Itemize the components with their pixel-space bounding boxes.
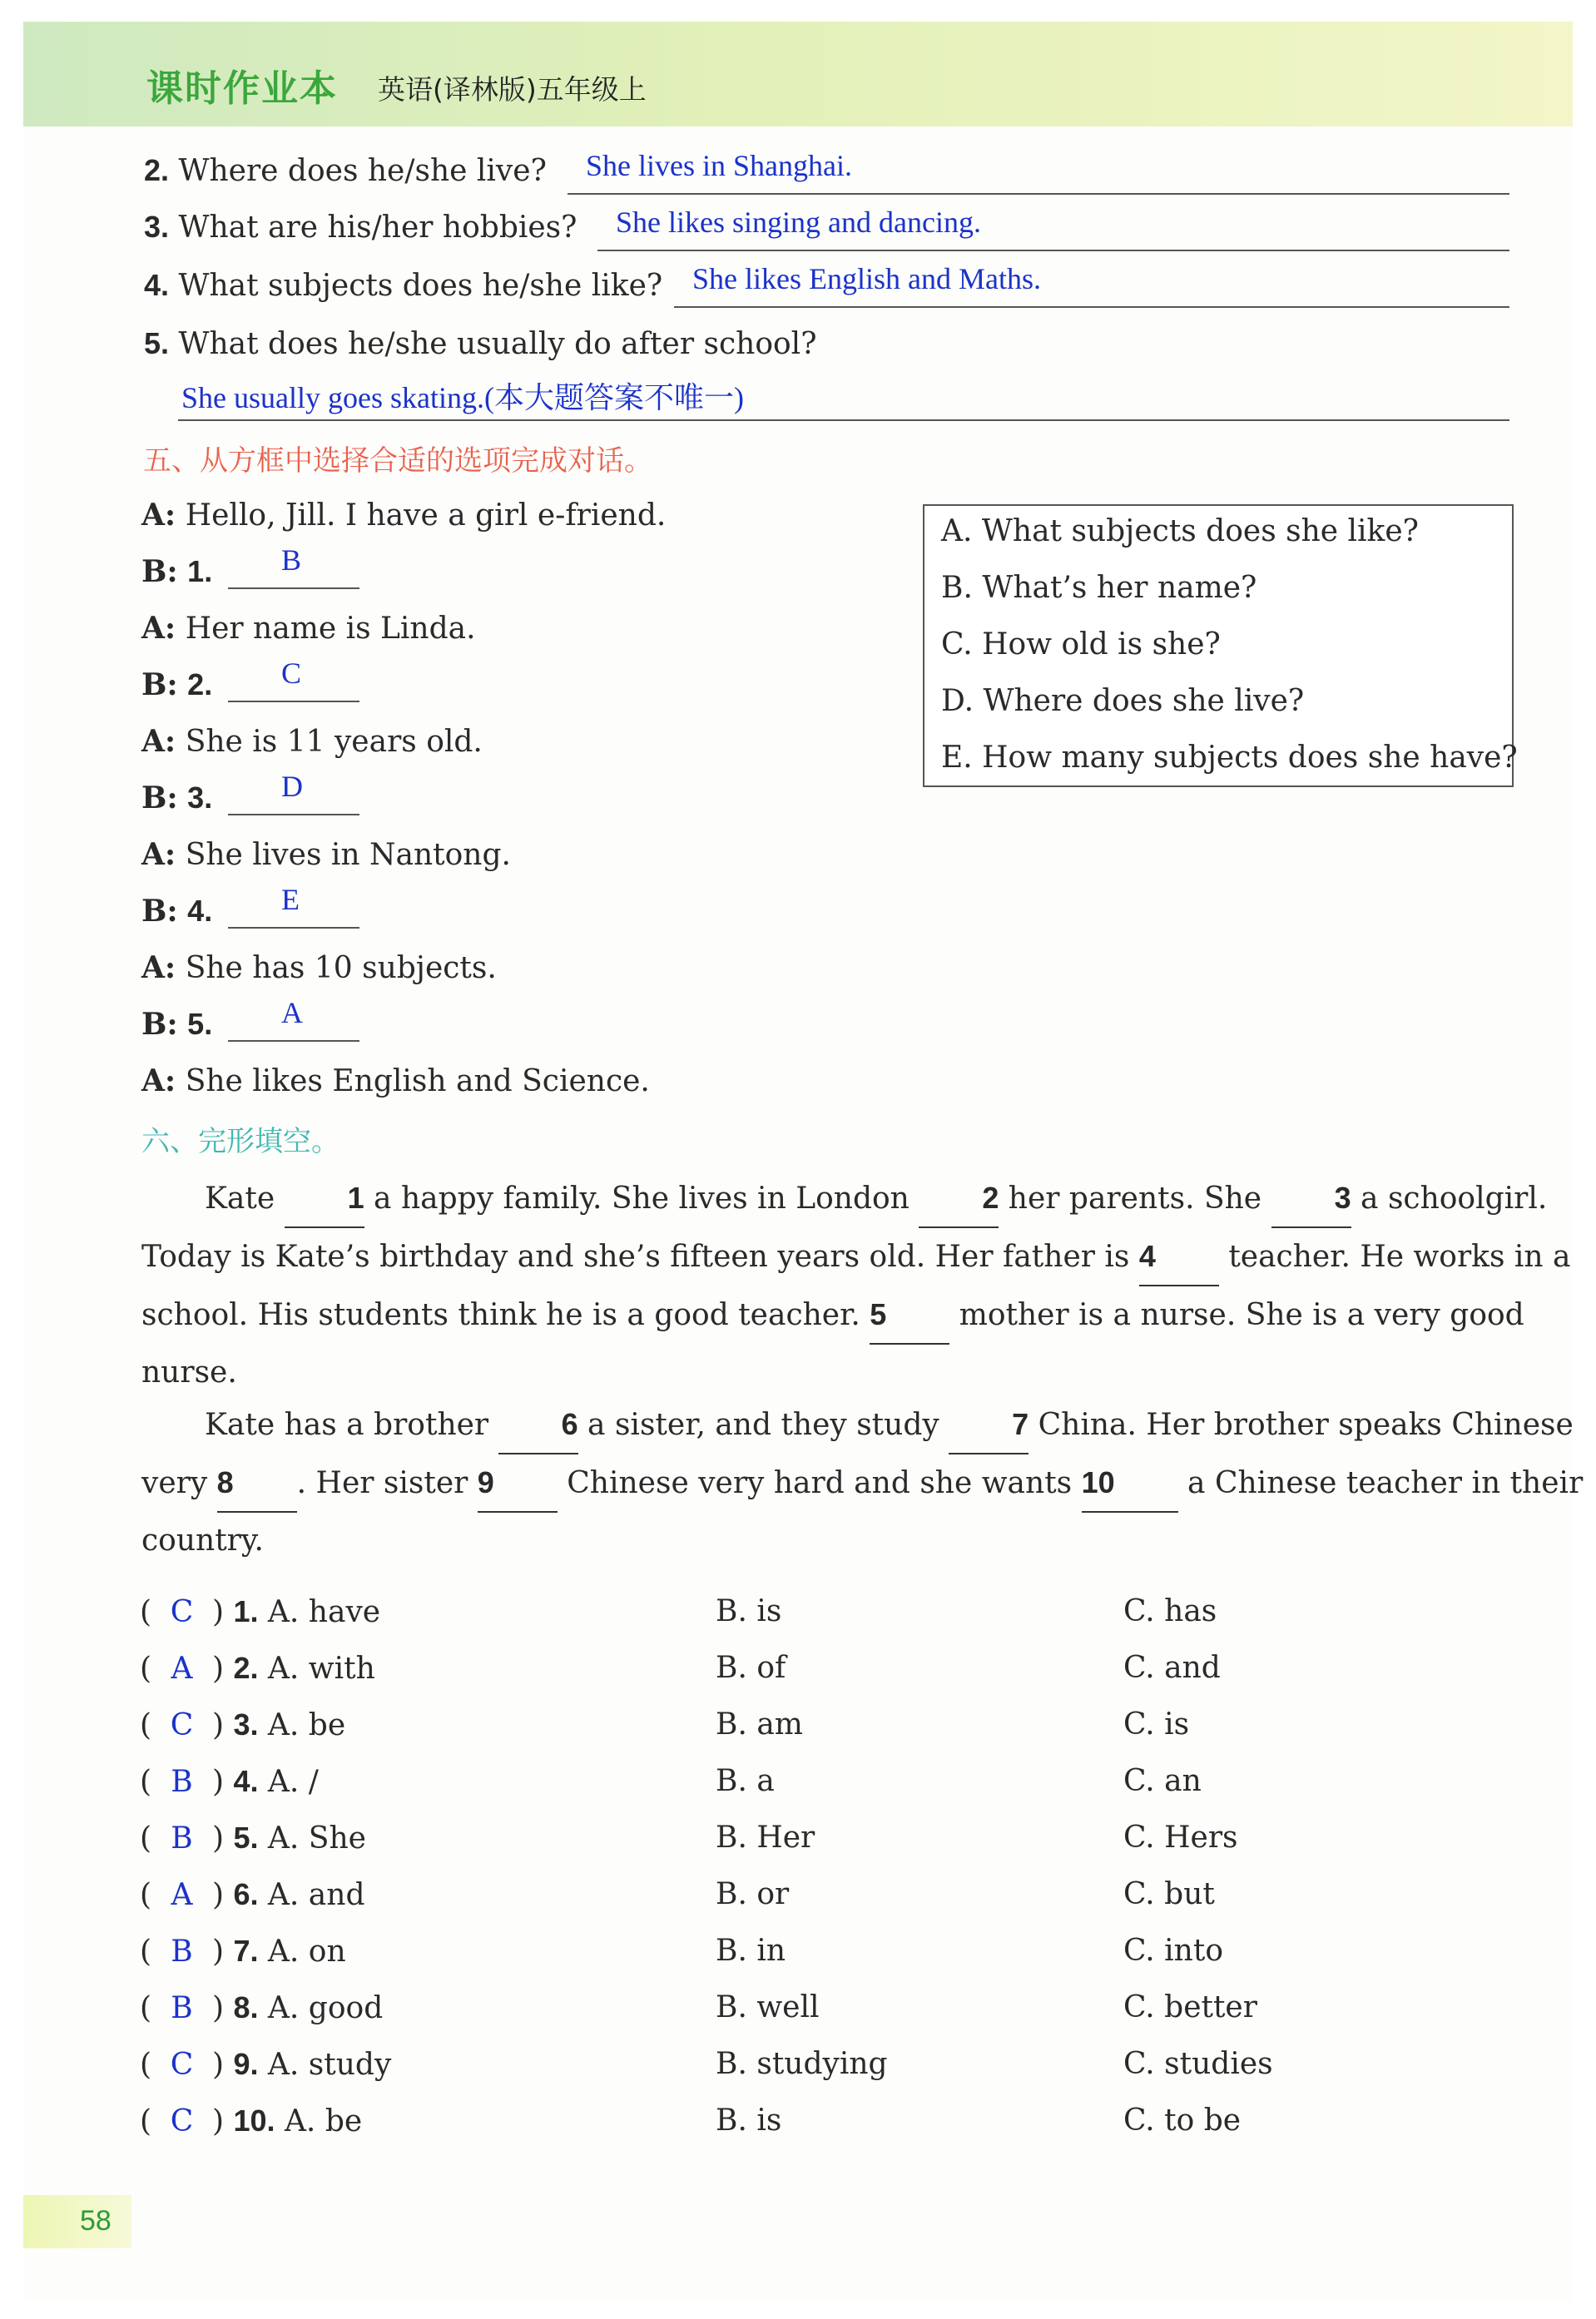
item-number: 3. (144, 210, 170, 244)
part4-answer-3: She likes singing and dancing. (616, 206, 981, 239)
mc-option-b: B. studying (716, 2047, 888, 2081)
item-number: 5. (187, 1007, 213, 1041)
dialogue-text: Her name is Linda. (185, 612, 476, 646)
item-number: 5. (144, 326, 170, 360)
part6-title: 六、完形填空。 (141, 1125, 340, 1158)
part4-item-3 (144, 210, 577, 245)
speaker: B: (141, 554, 178, 589)
cloze-blank: 4 (1139, 1228, 1219, 1286)
dialogue-line (141, 1063, 650, 1098)
option-e: E. How many subjects does she have? (941, 741, 1518, 775)
mc-answer: B (171, 1765, 193, 1799)
speaker: B: (141, 1007, 178, 1042)
mc-question-9: ( C ) 9. A. study (140, 2047, 392, 2082)
page-number: 58 (80, 2205, 112, 2237)
item-number: 3. (187, 780, 213, 815)
blank-answer-1: B (281, 543, 302, 577)
answer-line (597, 250, 1509, 251)
item-number: 1. (233, 1594, 259, 1628)
mc-answer: B (171, 1935, 193, 1969)
blank-answer-3: D (281, 770, 303, 803)
item-number: 1. (187, 554, 213, 588)
dialogue-text: Hello, Jill. I have a girl e-friend. (185, 498, 667, 533)
part4-answer-5: She usually goes skating.(本大题答案不唯一) (181, 381, 744, 414)
speaker: A: (141, 498, 176, 533)
answer-line (228, 587, 359, 589)
mc-option-b: B. a (716, 1764, 775, 1798)
speaker: A: (141, 611, 176, 646)
mc-option-c: C. has (1123, 1594, 1217, 1628)
mc-answer: C (170, 2104, 194, 2138)
part4-item-2 (144, 153, 547, 188)
dialogue-blank (141, 554, 212, 589)
mc-answer: C (170, 1595, 194, 1629)
cloze-text: a schoolgirl. (1361, 1182, 1548, 1216)
mc-question-2: ( A ) 2. A. with (140, 1651, 375, 1686)
mc-option-c: C. studies (1123, 2047, 1273, 2081)
option-b: B. What’s her name? (941, 571, 1257, 605)
option-a: A. study (267, 2048, 392, 2082)
answer-line (228, 814, 359, 815)
cloze-text: very (141, 1466, 208, 1500)
answer-line (228, 927, 359, 929)
page-header (23, 22, 1573, 126)
mc-option-b: B. is (716, 1594, 782, 1628)
option-a: A. What subjects does she like? (941, 514, 1419, 548)
mc-option-b: B. Her (716, 1821, 815, 1855)
blank-answer-2: C (281, 657, 302, 690)
cloze-text: China. Her brother speaks Chinese (1038, 1408, 1574, 1442)
cloze-line (141, 1454, 1584, 1513)
option-c: C. How old is she? (941, 627, 1221, 662)
option-a: A. good (267, 1991, 384, 2025)
mc-option-b: B. is (716, 2103, 782, 2138)
cloze-text: nurse. (141, 1355, 237, 1390)
dialogue-line (141, 498, 666, 533)
subject-title: 英语(译林版)五年级上 (378, 73, 647, 106)
mc-option-b: B. in (716, 1934, 786, 1968)
dialogue-blank (141, 780, 212, 815)
option-d: D. Where does she live? (941, 684, 1305, 718)
blank-answer-5: A (281, 996, 303, 1029)
item-question: Where does he/she live? (178, 154, 547, 188)
cloze-text: mother is a nurse. She is a very good (959, 1298, 1524, 1332)
cloze-blank: 10 (1082, 1454, 1178, 1513)
option-a: A. She (267, 1821, 366, 1856)
cloze-paragraph-2 (141, 1396, 1584, 1569)
item-number: 6. (233, 1877, 259, 1911)
mc-question-1: ( C ) 1. A. have (140, 1594, 381, 1629)
options-box (923, 504, 1518, 787)
worksheet-page (23, 22, 1584, 2302)
mc-question-7: ( B ) 7. A. on (140, 1934, 346, 1969)
mc-option-b: B. well (716, 1990, 820, 2024)
cloze-text: Kate has a brother (205, 1408, 489, 1442)
answer-line (228, 701, 359, 702)
mc-answer: A (171, 1652, 193, 1686)
item-number: 10. (233, 2103, 275, 2138)
cloze-paragraph-1 (141, 1170, 1571, 1401)
part4-item-5 (144, 326, 817, 361)
dialogue-blank (141, 667, 212, 702)
cloze-text: Kate (205, 1182, 275, 1216)
cloze-text: . Her sister (296, 1466, 468, 1500)
item-number: 7. (233, 1934, 259, 1968)
dialogue-line (141, 837, 511, 872)
speaker: B: (141, 780, 178, 815)
item-number: 3. (233, 1707, 259, 1742)
option-a: A. / (267, 1765, 319, 1799)
mc-option-b: B. or (716, 1877, 790, 1911)
option-a: A. have (267, 1595, 381, 1629)
cloze-line (141, 1513, 1513, 1569)
option-a: A. and (267, 1878, 365, 1912)
dialogue-line (141, 611, 476, 646)
blank-answer-4: E (281, 883, 300, 916)
answer-line (568, 193, 1509, 195)
cloze-line (141, 1286, 1524, 1345)
mc-question-5: ( B ) 5. A. She (140, 1821, 366, 1856)
item-number: 2. (187, 667, 213, 701)
mc-answer: B (171, 1991, 193, 2025)
mc-option-b: B. of (716, 1651, 786, 1685)
mc-answer: A (171, 1878, 193, 1912)
cloze-blank: 2 (919, 1170, 999, 1228)
item-question: What are his/her hobbies? (178, 211, 577, 245)
mc-question-8: ( B ) 8. A. good (140, 1990, 384, 2025)
mc-option-b: B. am (716, 1707, 803, 1742)
part4-answer-4: She likes English and Maths. (692, 262, 1041, 295)
cloze-text: a Chinese teacher in their (1187, 1466, 1584, 1500)
answer-line (674, 306, 1509, 308)
cloze-text: Today is Kate’s birthday and she’s fifteen years old. Her father is (141, 1240, 1130, 1274)
cloze-blank: 1 (285, 1170, 364, 1228)
dialogue-text: She is 11 years old. (185, 725, 483, 759)
dialogue-blank (141, 1007, 212, 1042)
answer-line (178, 419, 1509, 421)
mc-question-10: ( C ) 10. A. be (140, 2103, 363, 2138)
cloze-text: school. His students think he is a good teacher. (141, 1298, 860, 1332)
dialogue-line (141, 724, 483, 759)
dialogue-text: She has 10 subjects. (185, 951, 497, 985)
mc-answer: C (170, 1708, 194, 1742)
option-a: A. be (284, 2104, 363, 2138)
mc-option-c: C. better (1123, 1990, 1257, 2024)
cloze-blank: 6 (498, 1396, 578, 1454)
brand-title: 课时作业本 (146, 67, 338, 110)
mc-question-4: ( B ) 4. A. / (140, 1764, 319, 1799)
item-number: 4. (187, 894, 213, 928)
mc-option-c: C. is (1123, 1707, 1190, 1742)
mc-answer: C (170, 2048, 194, 2082)
part5-title: 五、从方框中选择合适的选项完成对话。 (143, 444, 652, 478)
cloze-line (141, 1228, 1571, 1286)
item-question: What does he/she usually do after school? (178, 327, 817, 361)
cloze-text: her parents. She (1008, 1182, 1262, 1216)
speaker: B: (141, 894, 178, 929)
item-number: 9. (233, 2047, 259, 2081)
dialogue-line (141, 950, 497, 985)
answer-line (228, 1040, 359, 1042)
page-number-badge (23, 2195, 131, 2248)
mc-option-c: C. and (1123, 1651, 1221, 1685)
speaker: A: (141, 1063, 176, 1098)
cloze-text: a happy family. She lives in London (374, 1182, 910, 1216)
mc-answer: B (171, 1821, 193, 1856)
cloze-text: country. (141, 1524, 264, 1558)
dialogue-text: She lives in Nantong. (185, 838, 511, 872)
item-number: 2. (233, 1651, 259, 1685)
mc-option-c: C. to be (1123, 2103, 1242, 2138)
option-a: A. with (267, 1652, 375, 1686)
speaker: B: (141, 667, 178, 702)
speaker: A: (141, 724, 176, 759)
cloze-text: a sister, and they study (587, 1408, 939, 1442)
item-number: 4. (144, 268, 170, 302)
cloze-blank: 9 (478, 1454, 558, 1513)
cloze-blank: 5 (870, 1286, 949, 1345)
mc-option-c: C. into (1123, 1934, 1223, 1968)
mc-option-c: C. but (1123, 1877, 1215, 1911)
dialogue-text: She likes English and Science. (185, 1064, 650, 1098)
cloze-line (141, 1170, 1548, 1228)
item-number: 2. (144, 153, 170, 187)
item-number: 5. (233, 1821, 259, 1855)
part4-item-4 (144, 268, 662, 303)
mc-option-c: C. Hers (1123, 1821, 1238, 1855)
cloze-text: teacher. He works in a (1228, 1240, 1571, 1274)
mc-question-3: ( C ) 3. A. be (140, 1707, 346, 1742)
option-a: A. be (267, 1708, 346, 1742)
part4-answer-2: She lives in Shanghai. (586, 149, 852, 182)
dialogue-blank (141, 894, 212, 929)
option-a: A. on (267, 1935, 346, 1969)
cloze-line (141, 1345, 1513, 1401)
cloze-text: Chinese very hard and she wants (567, 1466, 1073, 1500)
cloze-blank: 3 (1271, 1170, 1351, 1228)
cloze-line (141, 1396, 1574, 1454)
mc-option-c: C. an (1123, 1764, 1202, 1798)
item-number: 4. (233, 1764, 259, 1798)
cloze-blank: 7 (949, 1396, 1028, 1454)
speaker: A: (141, 837, 176, 872)
speaker: A: (141, 950, 176, 985)
cloze-blank: 8 (217, 1454, 297, 1513)
item-number: 8. (233, 1990, 259, 2024)
mc-question-6: ( A ) 6. A. and (140, 1877, 365, 1912)
item-question: What subjects does he/she like? (178, 269, 663, 303)
